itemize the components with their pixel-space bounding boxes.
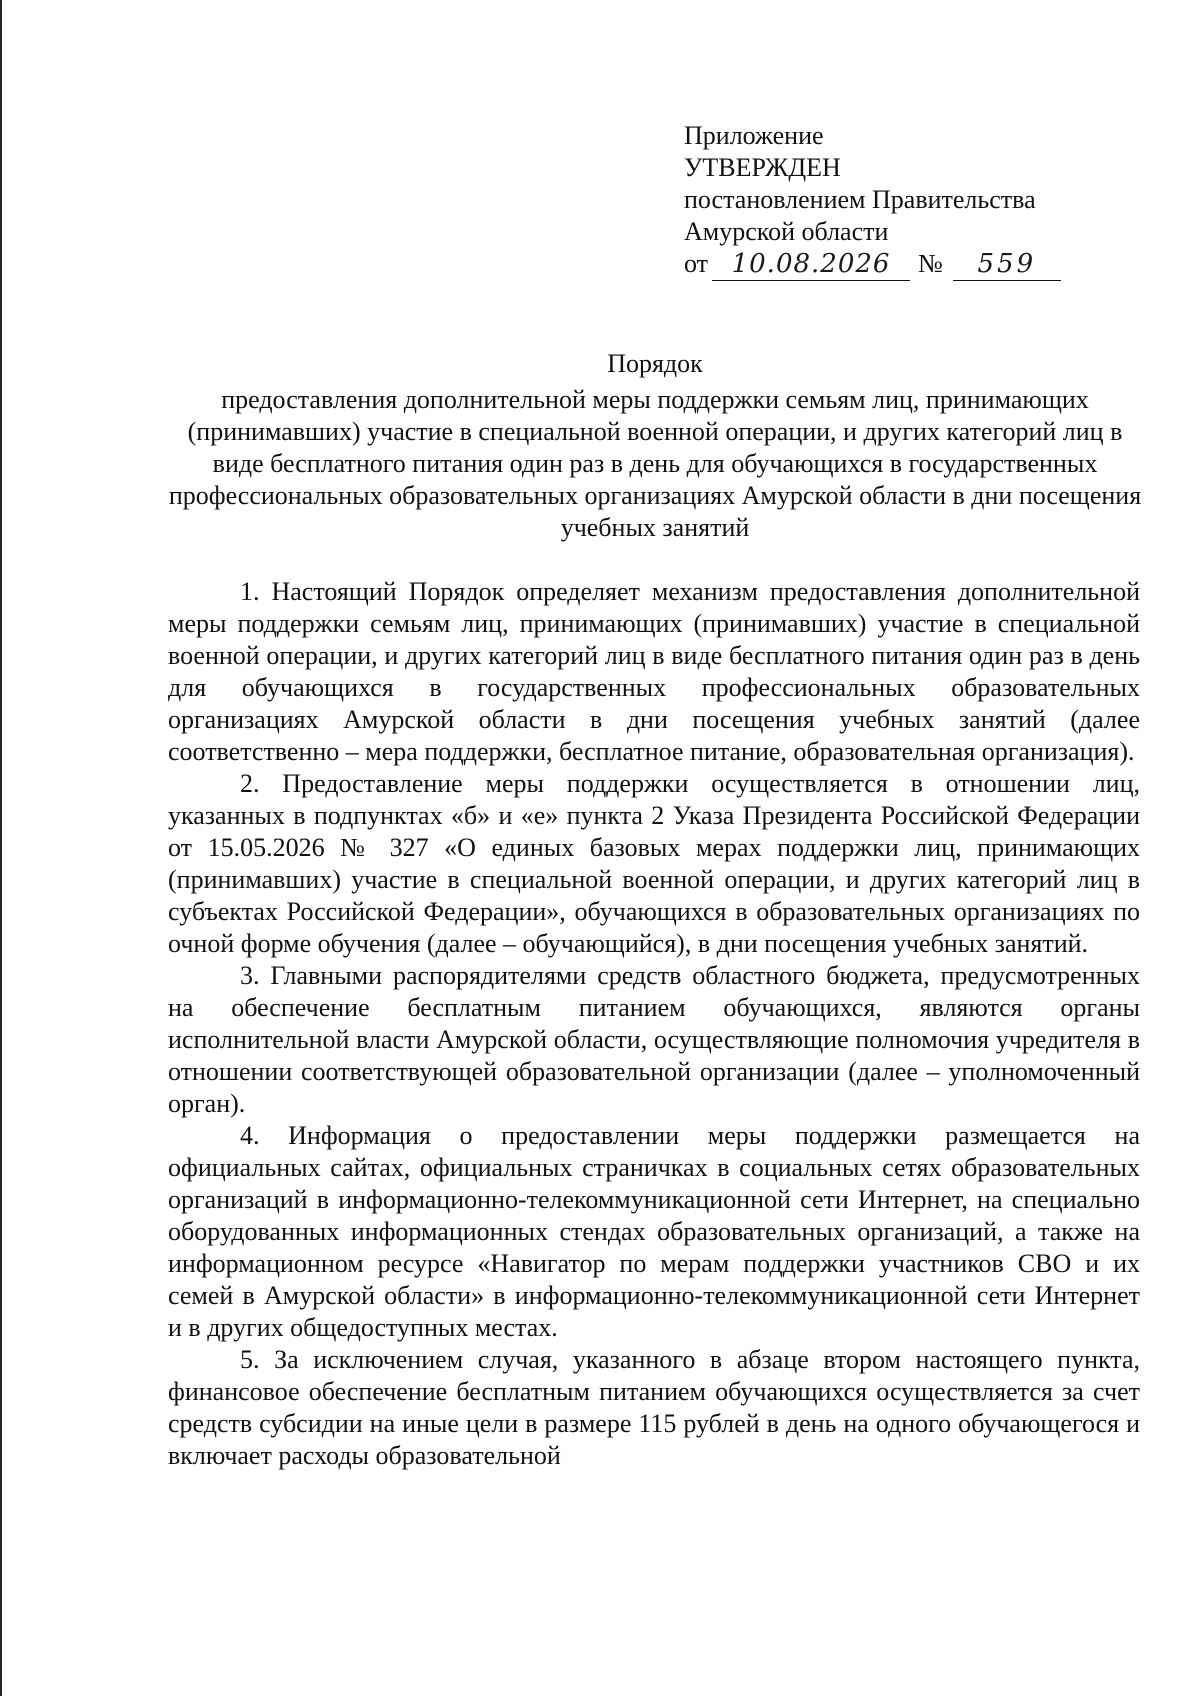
approval-approved: УТВЕРЖДЕН: [684, 153, 841, 182]
approval-region: Амурской области: [684, 217, 889, 246]
from-label: от: [684, 249, 709, 278]
scan-edge: [0, 0, 2, 1696]
handwritten-date: 10.08.2026: [712, 248, 910, 281]
document-body: [168, 576, 1140, 1472]
paragraph-5: 5. За исключением случая, указанного в абзаце втором настоящего пункта, финансовое обеспечение бесплатным питанием обучающихся осуществляется за счет средств субсидии на иные цели в размере 115 рублей в день на одного обучающегося и включает расходы образовательной: [168, 1345, 1140, 1470]
approval-date-number: [684, 248, 1061, 281]
document-title: Порядок: [607, 349, 703, 378]
handwritten-number: 559: [953, 248, 1061, 281]
paragraph-3: 3. Главными распорядителями средств областного бюджета, предусмотренных на обеспечение бесплатным питанием обучающихся, являются органы исполнительной власти Амурской области, осуществляющие полномочия учредителя в отношении соответствующей образовательной организации (далее – уполномоченный орган).: [168, 961, 1140, 1118]
paragraph-2: 2. Предоставление меры поддержки осуществляется в отношении лиц, указанных в подпунктах «б» и «е» пункта 2 Указа Президента Российской Федерации от 15.05.2026 № 327 «О единых базовых мерах поддержки лиц, принимающих (принимавших) участие в специальной военной операции, и других категорий лиц в субъектах Российской Федерации», обучающихся в образовательных организациях по очной форме обучения (далее – обучающийся), в дни посещения учебных занятий.: [168, 769, 1140, 958]
approval-appendix: Приложение: [684, 121, 824, 150]
approval-block: [684, 120, 1061, 281]
number-label: №: [918, 249, 943, 278]
paragraph-1: 1. Настоящий Порядок определяет механизм предоставления дополнительной меры поддержки семьям лиц, принимающих (принимавших) участие в специальной военной операции, и других категорий лиц в виде бесплатного питания один раз в день для обучающихся в государственных профессиональных образовательных организациях Амурской области в дни посещения учебных занятий (далее соответственно – мера поддержки, бесплатное питание, образовательная организация).: [168, 577, 1140, 766]
approval-resolution: постановлением Правительства: [684, 185, 1036, 214]
paragraph-4: 4. Информация о предоставлении меры поддержки размещается на официальных сайтах, официальных страничках в социальных сетях образовательных организаций в информационно-телекоммуникационной сети Интернет, на специально оборудованных информационных стендах образовательных организаций, а также на информационном ресурсе «Навигатор по мерам поддержки участников СВО и их семей в Амурской области» в информационно-телекоммуникационной сети Интернет и в других общедоступных местах.: [168, 1121, 1140, 1342]
document-subtitle: предоставления дополнительной меры поддержки семьям лиц, принимающих (принимавших) участие в специальной военной операции, и других категорий лиц в виде бесплатного питания один раз в день для обучающихся в государственных профессиональных образовательных организациях Амурской области в дни посещения учебных занятий: [168, 385, 1142, 542]
